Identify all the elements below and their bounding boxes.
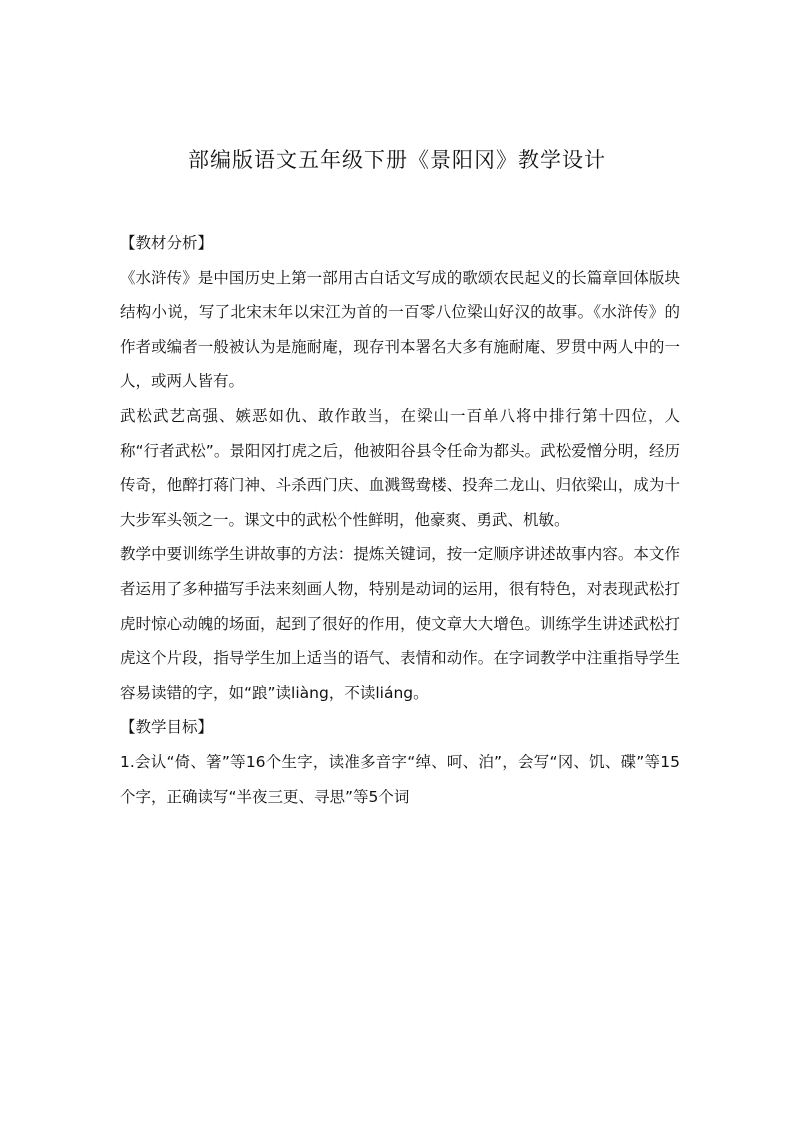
section-heading-goals: 【教学目标】 xyxy=(120,718,214,737)
goal-item-1: 1.会认“倚、箸”等16个生字，读准多音字“绰、呵、泊”，会写“冈、饥、碟”等15个字，正确读写“半夜三更、寻思”等5个词 xyxy=(120,752,680,806)
analysis-paragraph-1: 《水浒传》是中国历史上第一部用古白话文写成的歌颂农民起义的长篇章回体版块结构小说，写了北宋末年以宋江为首的一百零八位梁山好汉的故事。《水浒传》的作者或编者一般被认为是施耐庵，现存刊本署名大多有施耐庵、罗贯中两人中的一人，或两人皆有。 xyxy=(120,268,680,391)
document-body xyxy=(120,226,680,814)
page-title: 部编版语文五年级下册《景阳冈》教学设计 xyxy=(188,148,606,172)
section-heading-analysis: 【教材分析】 xyxy=(120,234,214,252)
analysis-paragraph-3: 教学中要训练学生讲故事的方法：提炼关键词，按一定顺序讲述故事内容。本文作者运用了多种描写手法来刻画人物，特别是动词的运用，很有特色，对表现武松打虎时惊心动魄的场面，起到了很好的作用，使文章大大增色。训练学生讲述武松打虎这个片段，指导学生加上适当的语气、表情和动作。在字词教学中注重指导学生容易读错的字，如“踉”读liàng，不读liáng。 xyxy=(120,545,680,702)
analysis-paragraph-2: 武松武艺高强、嫉恶如仇、敢作敢当，在梁山一百单八将中排行第十四位，人称“行者武松”。景阳冈打虎之后，他被阳谷县令任命为都头。武松爱憎分明，经历传奇，他醉打蒋门神、斗杀西门庆、血溅鸳鸯楼、投奔二龙山、归依梁山，成为十大步军头领之一。课文中的武松个性鲜明，他豪爽、勇武、机敏。 xyxy=(120,406,680,529)
